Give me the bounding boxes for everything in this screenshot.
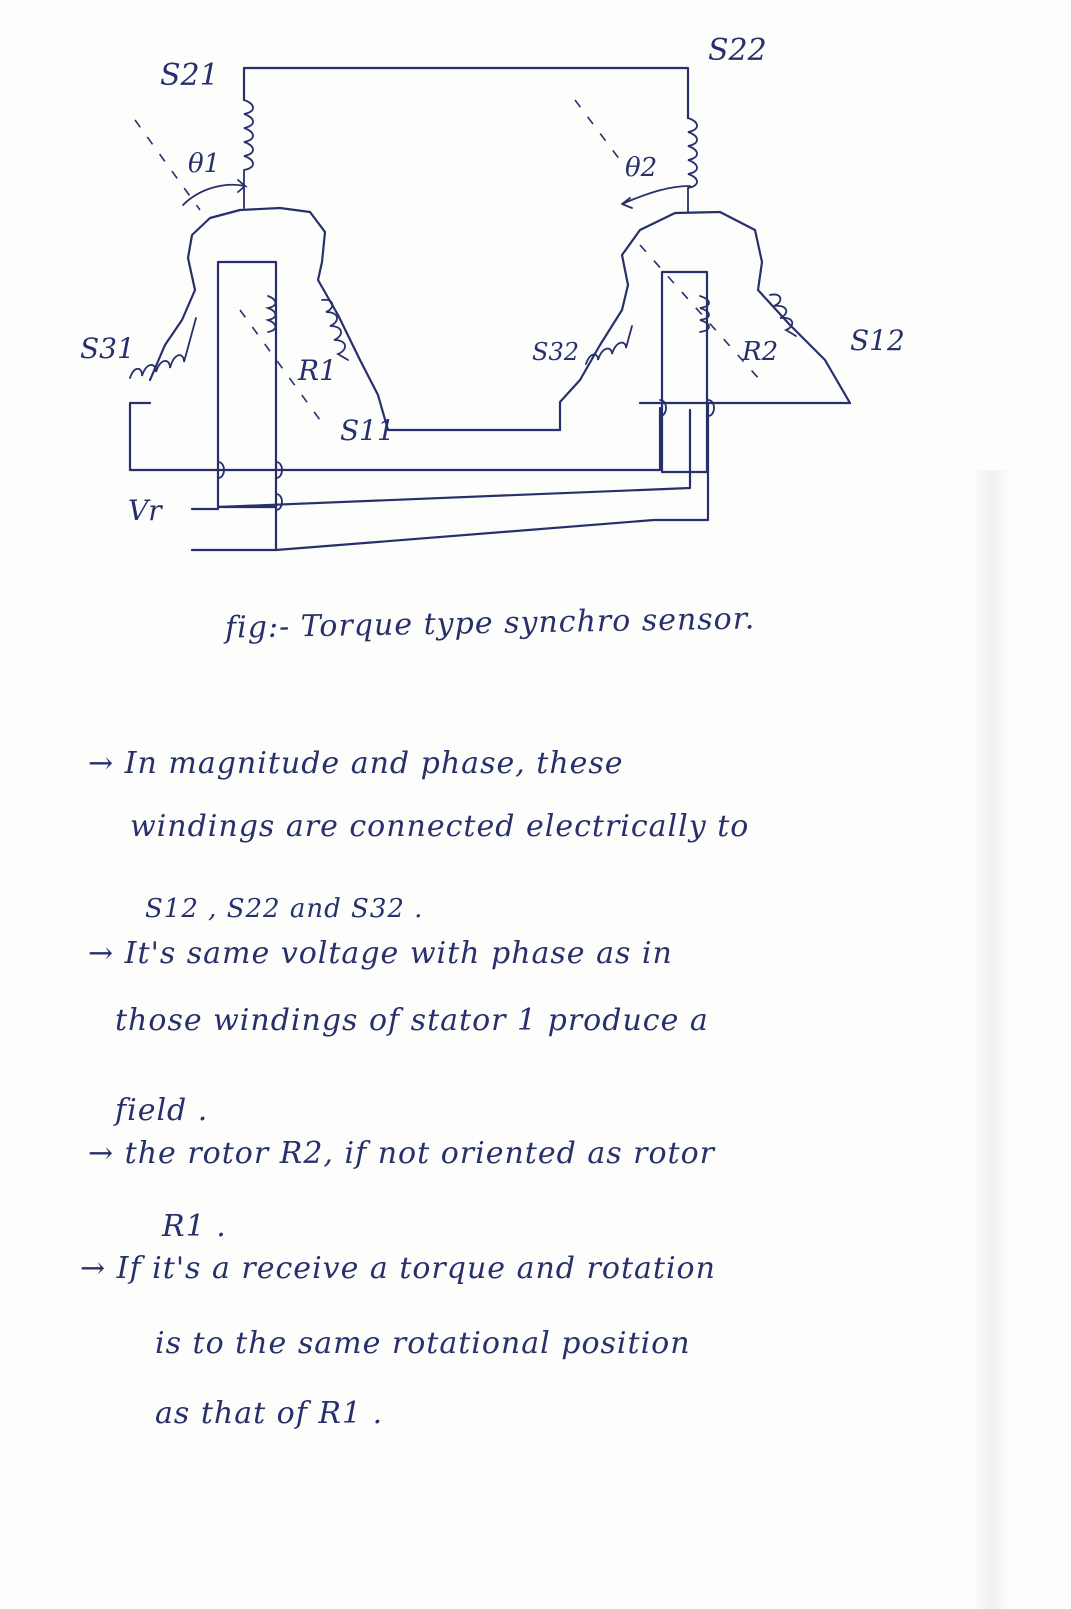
wire-stator-return bbox=[130, 408, 660, 470]
wire-crossovers bbox=[218, 400, 714, 510]
stator-2-s12-winding bbox=[770, 294, 796, 336]
note-line-7: → the rotor R2, if not oriented as rotor bbox=[88, 1136, 715, 1171]
label-s21: S21 bbox=[160, 58, 219, 93]
angle-arc-1 bbox=[183, 180, 245, 205]
rotor-1-winding bbox=[268, 296, 276, 332]
label-s12: S12 bbox=[850, 324, 905, 357]
note-line-2: windings are connected electrically to bbox=[130, 809, 750, 844]
note-line-11: as that of R1 . bbox=[155, 1396, 384, 1431]
wire-rotor1-to-rotor2 bbox=[218, 410, 690, 507]
axis-rotor-2 bbox=[575, 100, 760, 380]
axis-rotor-1 bbox=[135, 120, 320, 420]
note-line-8: R1 . bbox=[162, 1209, 227, 1244]
label-s32: S32 bbox=[532, 338, 579, 366]
wire-vr-bottom bbox=[192, 507, 276, 550]
label-s31: S31 bbox=[80, 332, 135, 365]
figure-caption: fig:- Torque type synchro sensor. bbox=[224, 601, 756, 646]
rotor-2 bbox=[662, 272, 707, 472]
top-wire bbox=[244, 68, 688, 118]
note-line-9: → If it's a receive a torque and rotation bbox=[80, 1251, 716, 1286]
angle-arc-2 bbox=[622, 186, 690, 208]
label-vr: Vr bbox=[128, 494, 162, 527]
note-line-5: those windings of stator 1 produce a bbox=[115, 1003, 709, 1038]
label-s11: S11 bbox=[340, 414, 395, 447]
note-line-1: → In magnitude and phase, these bbox=[88, 746, 624, 781]
note-line-3: S12 , S22 and S32 . bbox=[145, 894, 424, 924]
label-s22: S22 bbox=[708, 33, 767, 68]
stator-2-body bbox=[560, 212, 850, 430]
stator-2-s22-winding bbox=[688, 118, 697, 212]
note-line-4: → It's same voltage with phase as in bbox=[88, 936, 673, 971]
label-theta1: θ1 bbox=[188, 149, 221, 179]
label-r1: R1 bbox=[298, 354, 337, 387]
label-theta2: θ2 bbox=[625, 153, 658, 183]
stator-1-s21-winding bbox=[244, 100, 253, 208]
note-line-6: field . bbox=[115, 1093, 209, 1128]
label-r2: R2 bbox=[742, 337, 779, 367]
note-line-10: is to the same rotational position bbox=[155, 1326, 691, 1361]
synchro-diagram bbox=[0, 0, 1071, 600]
page-edge-shadow bbox=[972, 470, 1012, 1609]
